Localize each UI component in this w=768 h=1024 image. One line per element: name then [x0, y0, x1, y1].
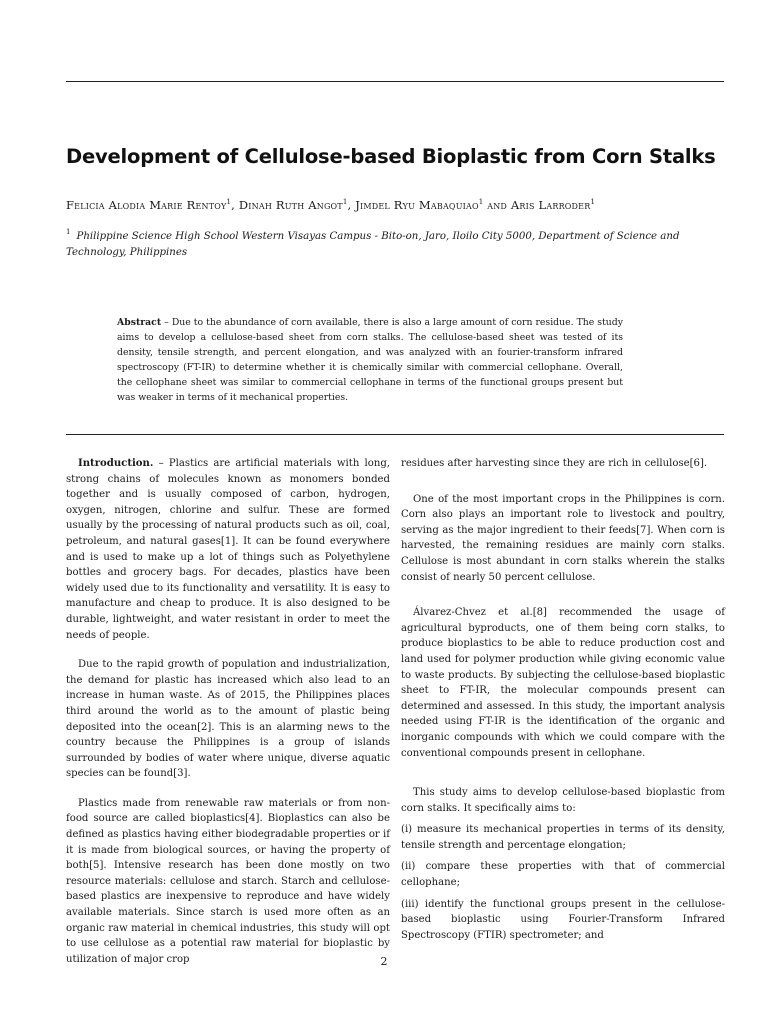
paragraph: This study aims to develop cellulose-based bioplastic from corn stalks. It specifically aims to:	[401, 787, 725, 814]
paragraph: Due to the rapid growth of population and industrialization, the demand for plastic has increased which also lead to an increase in human waste. As of 2015, the Philippines places third around the world as to the amount of plastic being deposited into the ocean[2]. This is an alarming news to the country because the Philippines is a group of islands surrounded by bodies of water where unique, diverse aquatic species can be found[3].	[66, 659, 390, 780]
author-affiliation-mark: 1	[226, 198, 232, 206]
left-column	[66, 456, 390, 981]
author-list	[66, 198, 726, 212]
author-separator: and	[483, 198, 511, 212]
affiliation-text: Philippine Science High School Western Visayas Campus - Bito-on, Jaro, Iloilo City 5000, Department of Science and Technology, Philippines	[66, 231, 680, 258]
author-affiliation-mark: 1	[590, 198, 596, 206]
paragraph-continued: residues after harvesting since they are rich in cellulose[6].	[401, 458, 708, 469]
page-number: 2	[380, 955, 388, 968]
abstract-label: Abstract	[117, 317, 162, 328]
author-separator: ,	[347, 198, 356, 212]
author-affiliation-mark: 1	[342, 198, 348, 206]
author-name: Dinah Ruth Angot	[238, 198, 343, 212]
author-affiliation-mark: 1	[478, 198, 484, 206]
author-name: Aris Larroder	[510, 198, 591, 212]
paragraph	[66, 456, 390, 643]
paragraph: Álvarez-Chvez et al.[8] recommended the usage of agricultural byproducts, one of them being corn stalks, to produce bioplastics to be able to reduce production cost and land used for polymer production while giving economic value to waste products. By subjecting the cellulose-based bioplastic sheet to FT-IR, the molecular compounds present can determined and assessed. In this study, the important analysis needed using FT-IR is the identification of the organic and inorganic compounds with which we could compare with the conventional compounds present in cellophane.	[401, 607, 725, 759]
author-separator: ,	[231, 198, 239, 212]
paragraph: Plastics made from renewable raw materials or from non-food source are called bioplastics[4]. Bioplastics can also be defined as plastics having either biodegradable properties or if it is made from biological sources, or having the property of both[5]. Intensive research has been done mostly on two resource materials: cellulose and starch. Starch and cellulose-based plastics are inexpensive to reproduce and have widely available materials. Since starch is used more often as an organic raw material in chemical industries, this study will opt to use cellulose as a potential raw material for bioplastic by utilization of major crop	[66, 797, 390, 965]
abstract-text: – Due to the abundance of corn available, there is also a large amount of corn residue. The study aims to develop a cellulose-based sheet from corn stalks. The cellulose-based sheet was tested of its density, tensile strength, and percent elongation, and was analyzed with an fourier-transform infrared spectroscopy (FT-IR) to determine whether it is chemically similar with commercial cellophane. Overall, the cellophane sheet was similar to commercial cellophane in terms of the functional groups present but was weaker in terms of it mechanical properties.	[117, 317, 623, 403]
aim-item: (i) measure its mechanical properties in terms of its density, tensile strength and percentage elongation;	[401, 824, 725, 851]
paper-title: Development of Cellulose-based Bioplastic from Corn Stalks	[66, 145, 716, 168]
author-name: Felicia Alodia Marie Rentoy	[66, 198, 227, 212]
section-heading: Introduction.	[78, 458, 154, 469]
author-name: Jimdel Ryu Mabaquiao	[355, 198, 479, 212]
paragraph-text: Plastics are artificial materials with long, strong chains of molecules known as monomers bonded together and is usually composed of carbon, hydrogen, oxygen, nitrogen, chlorine and sulfur. These are formed usually by the processing of natural products such as oil, coal, petroleum, and natural gases[1]. It can be found everywhere and is used to make up a lot of things such as Polyethylene bottles and grocery bags. For decades, plastics have been widely used due to its functionality and versatility. It is easy to manufacture and cheap to produce. It is also designed to be durable, lightweight, and water resistant in order to meet the needs of people.	[66, 458, 390, 641]
heading-dash: –	[153, 458, 169, 469]
aim-item: (ii) compare these properties with that of commercial cellophane;	[401, 861, 725, 889]
affiliation	[66, 224, 726, 261]
abstract	[117, 315, 623, 405]
top-rule	[66, 81, 724, 82]
affiliation-mark: 1	[66, 228, 71, 236]
paragraph: One of the most important crops in the Philippines is corn. Corn also plays an important role to livestock and poultry, serving as the major ingredient to their feeds[7]. When corn is harvested, the remaining residues are mainly corn stalks. Cellulose is most abundant in corn stalks wherein the stalks consist of nearly 50 percent cellulose.	[401, 493, 725, 583]
aim-item: (iii) identify the functional groups present in the cellulose-based bioplastic using Fourier-Transform Infrared Spectroscopy (FTIR) spectrometer; and	[401, 898, 725, 941]
right-column	[401, 456, 725, 949]
section-rule	[66, 434, 724, 435]
